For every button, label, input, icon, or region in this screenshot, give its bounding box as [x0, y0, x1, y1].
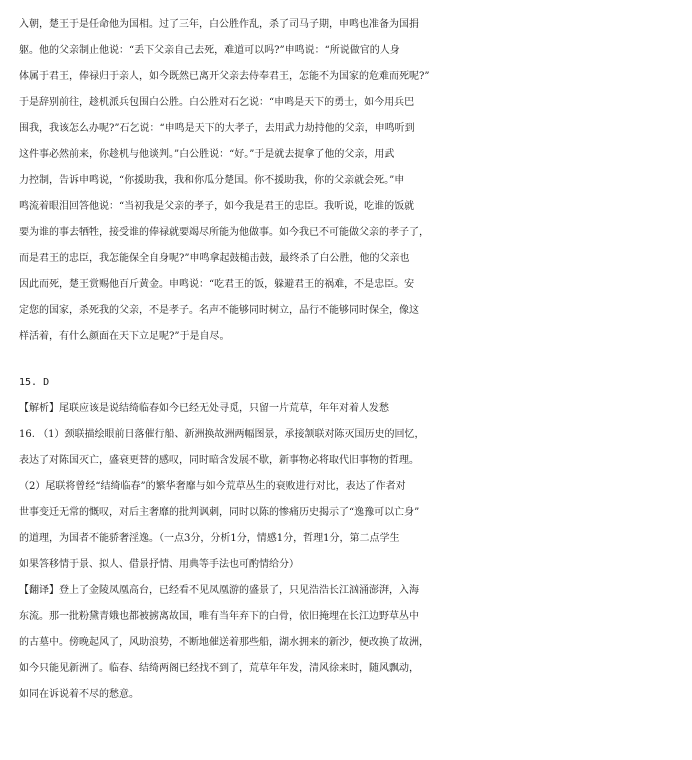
text-line: 因此而死，楚王赏赐他百斤黄金。申鸣说：“吃君王的饭，躲避君王的祸难，不是忠臣。安 — [19, 279, 415, 290]
answer-15: 15. D — [19, 377, 50, 388]
text-line: 表达了对陈国灭亡，盛衰更替的感叹，同时暗含发展不歇，新事物必将取代旧事物的哲理。 — [19, 455, 419, 466]
text-line: 躯。他的父亲制止他说：“丢下父亲自己去死，难道可以吗?”申鸣说：“所说做官的人身 — [19, 45, 400, 56]
text-line: 如果答移情于景、拟人、借景抒情、用典等手法也可酌情给分） — [19, 559, 299, 570]
text-line: 要为谁的事去牺牲，接受谁的俸禄就要竭尽所能为他做事。如今我已不可能做父亲的孝子了， — [19, 227, 429, 238]
answer-16 — [19, 422, 684, 578]
text-line: 定您的国家，杀死我的父亲，不是孝子。名声不能够同时树立，品行不能够同时保全，像这 — [19, 305, 419, 316]
text-line: 东流。那一批粉黛青娥也都被掳离故国，唯有当年弃下的白骨，依旧掩埋在长江边野草丛中 — [19, 611, 419, 622]
text-line: 【翻译】登上了金陵凤凰高台，已经看不见凤凰游的盛景了，只见浩浩长江汹涌澎湃，入海 — [19, 585, 419, 596]
text-line: 鸣流着眼泪回答他说：“当初我是父亲的孝子，如今我是君王的忠臣。我听说，吃谁的饭就 — [19, 201, 415, 212]
text-line: 体属于君王，俸禄归于亲人，如今既然已离开父亲去侍奉君王，怎能不为国家的危难而死呢?” — [19, 71, 430, 82]
text-line: 于是辞别前往，趁机派兵包围白公胜。白公胜对石乞说：“申鸣是天下的勇士，如今用兵巴 — [19, 97, 415, 108]
document-page — [19, 12, 684, 708]
translation-paragraph-a — [19, 12, 684, 350]
text-line: 的道理，为国者不能骄奢淫逸。（一点3分，分析1分，情感1分，哲理1分，第二点学生 — [19, 533, 400, 544]
section-gap — [19, 350, 684, 370]
text-line: 围我，我该怎么办呢?”石乞说：“申鸣是天下的大孝子，去用武力劫持他的父亲，申鸣听到 — [19, 123, 415, 134]
text-line: 16. （1）颈联描绘眼前日落催行船、新洲换故洲两幅图景，承接颔联对陈灭国历史的回忆， — [19, 429, 425, 440]
text-line: 力控制，告诉申鸣说，“你援助我，我和你瓜分楚国。你不援助我，你的父亲就会死。”申 — [19, 175, 405, 186]
text-line: 而是君王的忠臣，我怎能保全自身呢?”申鸣拿起鼓槌击鼓，最终杀了白公胜，他的父亲也 — [19, 253, 410, 264]
text-line: 这件事必然前来，你趁机与他谈判。”白公胜说：“好。”于是就去捉拿了他的父亲，用武 — [19, 149, 395, 160]
translation-paragraph-b — [19, 578, 684, 708]
text-line: 的古墓中。傍晚起风了，风助浪势，不断地催送着那些船，湖水拥来的新沙，便改换了故洲， — [19, 637, 429, 648]
text-line: （2）尾联将曾经“结绮临春”的繁华奢靡与如今荒草丛生的衰败进行对比，表达了作者对 — [19, 481, 406, 492]
text-line: 样活着，有什么颜面在天下立足呢?”于是自尽。 — [19, 331, 230, 342]
text-line: 入朝，楚王于是任命他为国相。过了三年，白公胜作乱，杀了司马子期，申鸣也准备为国捐 — [19, 19, 419, 30]
text-line: 如今只能见新洲了。临春、结绮两阁已经找不到了，荒草年年发，清风徐来时，随风飘动， — [19, 663, 419, 674]
analysis-15: 【解析】尾联应该是说结绮临春如今已经无处寻觅，只留一片荒草，年年对着人发愁 — [19, 403, 389, 414]
text-line: 世事变迁无常的慨叹，对后主奢靡的批判讽刺，同时以陈的惨痛历史揭示了“逸豫可以亡身” — [19, 507, 420, 518]
text-line: 如同在诉说着不尽的愁意。 — [19, 689, 139, 700]
